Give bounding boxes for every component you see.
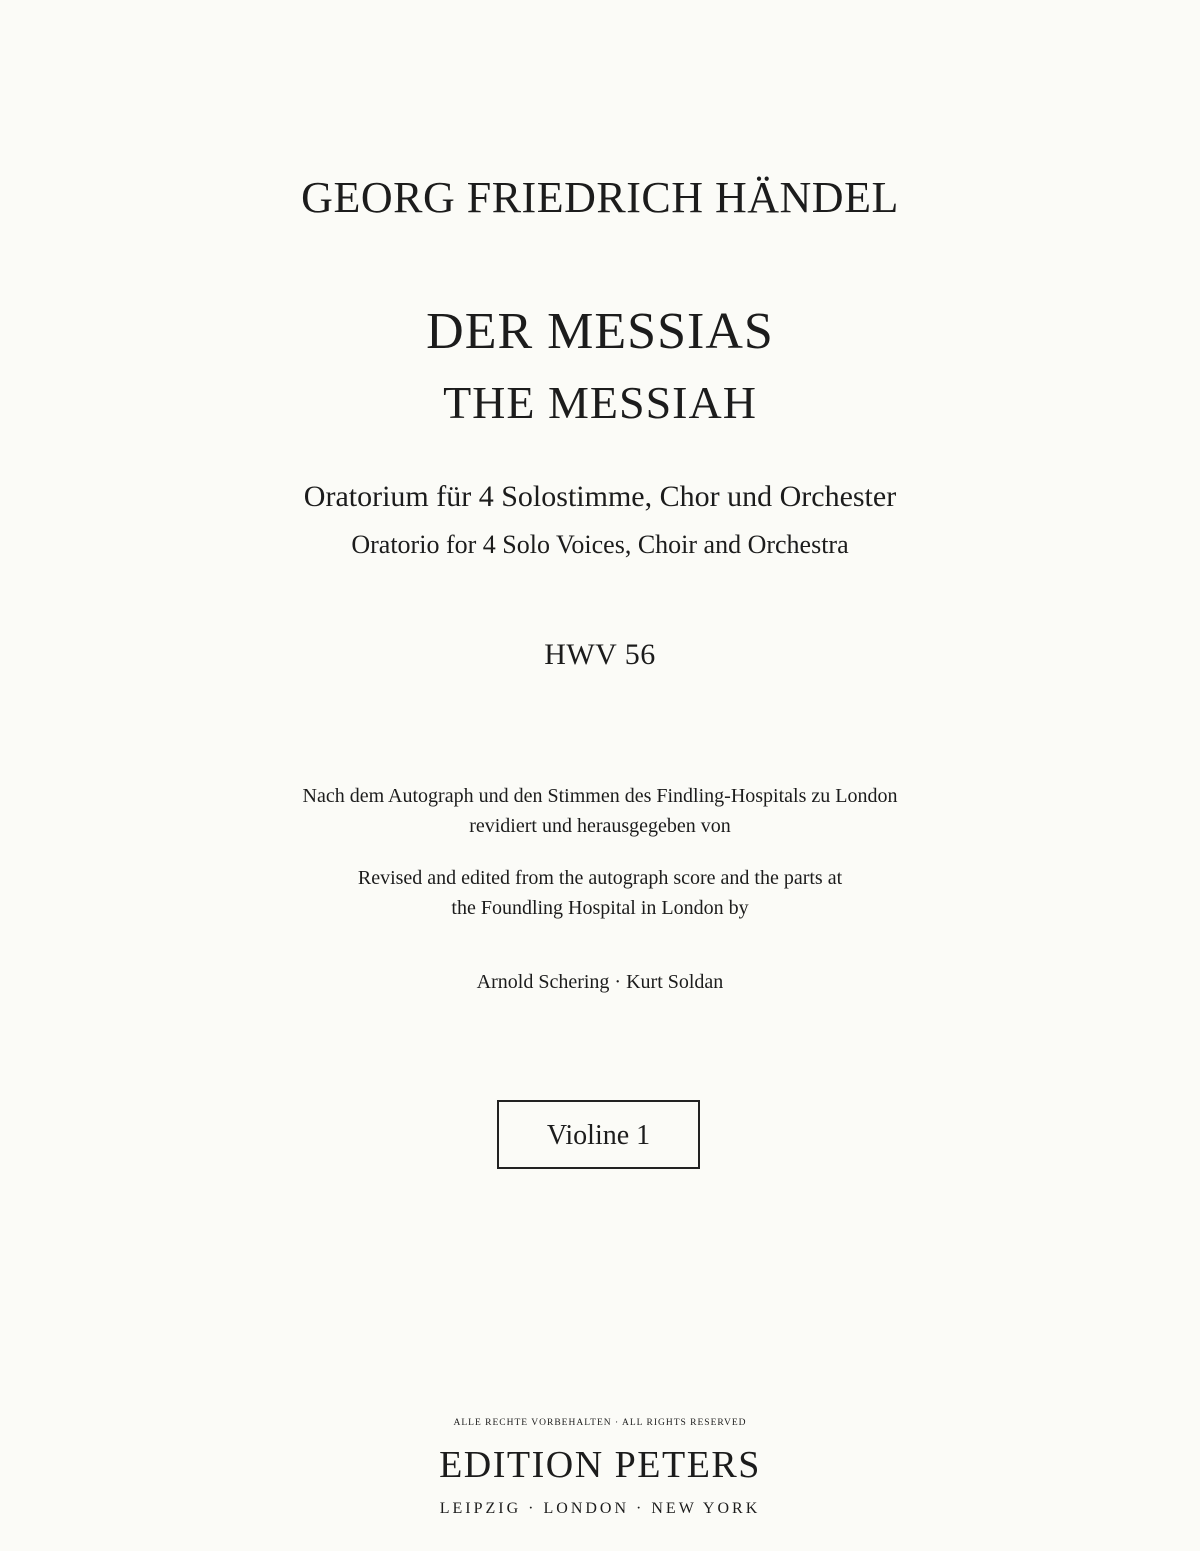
title-english: THE MESSIAH [443, 377, 757, 428]
edition-note-german-line2: revidiert und herausgegeben von [469, 815, 731, 837]
title-german: DER MESSIAS [426, 303, 774, 360]
edition-note-german-line1: Nach dem Autograph und den Stimmen des Findling-Hospitals zu London [302, 785, 898, 807]
publisher-cities: LEIPZIG · LONDON · NEW YORK [439, 1500, 761, 1517]
composer-name: GEORG FRIEDRICH HÄNDEL [301, 173, 899, 222]
edition-note-english-line1: Revised and edited from the autograph score and the parts at [357, 867, 843, 889]
publisher-name: EDITION PETERS [439, 1444, 761, 1486]
rights-notice: ALLE RECHTE VORBEHALTEN · ALL RIGHTS RESERVED [453, 1418, 747, 1428]
editors: Arnold Schering · Kurt Soldan [476, 971, 724, 993]
instrument-part-box [497, 1100, 700, 1169]
instrument-part-label: Violine 1 [546, 1119, 651, 1151]
catalog-number: HWV 56 [544, 638, 656, 671]
subtitle-english: Oratorio for 4 Solo Voices, Choir and Orchestra [351, 530, 849, 559]
subtitle-german: Oratorium für 4 Solostimme, Chor und Orchester [303, 480, 897, 513]
edition-note-english-line2: the Foundling Hospital in London by [451, 897, 749, 919]
